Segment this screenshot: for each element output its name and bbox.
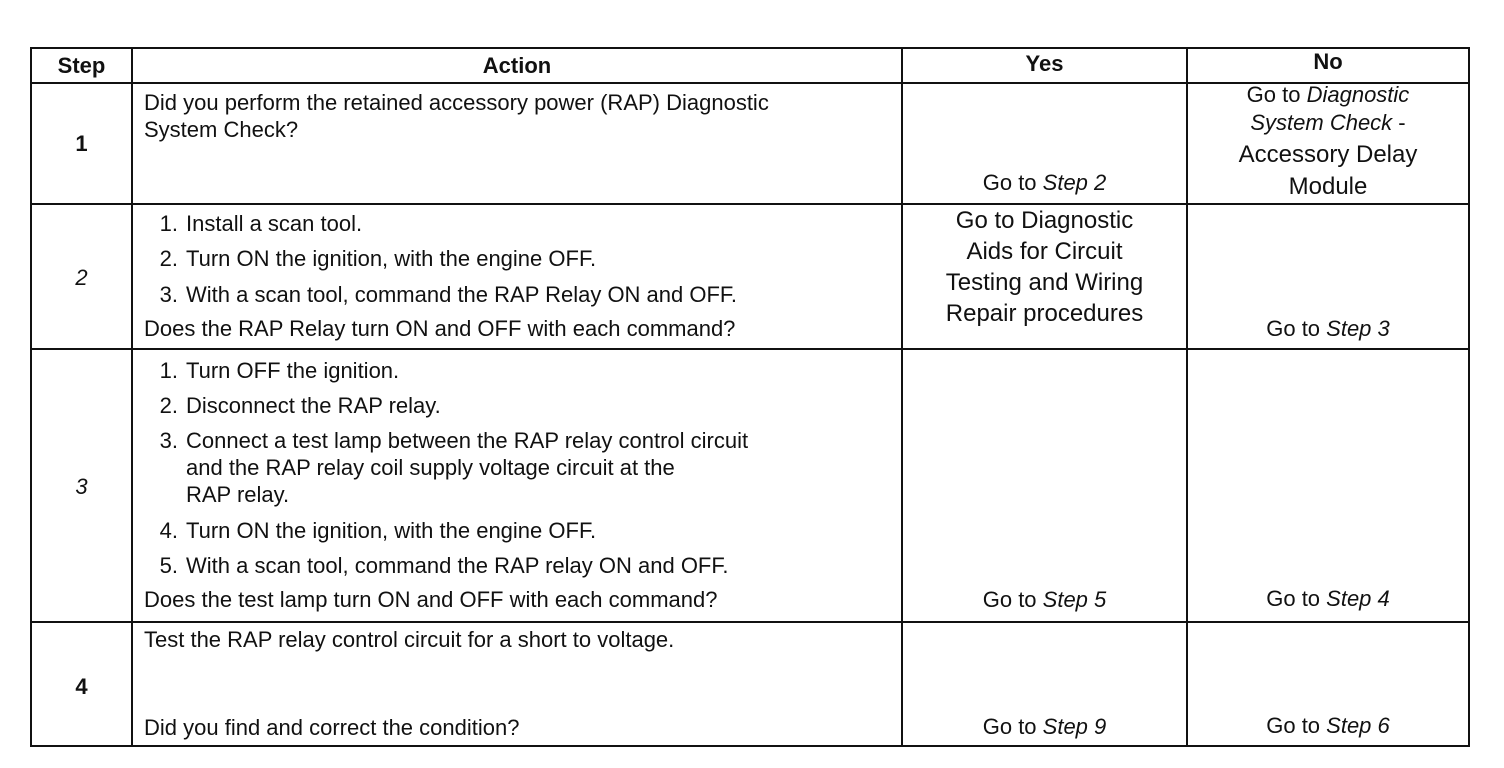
item-number: 5. xyxy=(159,553,178,578)
list-item xyxy=(144,281,737,308)
step-number: 3 xyxy=(75,474,88,499)
row-divider xyxy=(30,621,1470,623)
diagnostic-table xyxy=(30,47,1470,747)
yes-cell xyxy=(903,170,1186,196)
item-number: 2. xyxy=(159,246,178,271)
item-text: Turn ON the ignition, with the engine OFF. xyxy=(186,246,597,271)
yes-cell-line: Repair procedures xyxy=(945,300,1144,327)
question-text: Does the test lamp turn ON and OFF with each command? xyxy=(144,587,718,612)
action-text: Did you perform the retained accessory power (RAP) Diagnostic xyxy=(144,90,769,115)
header-action: Action xyxy=(482,53,552,78)
yes-cell-line: Aids for Circuit xyxy=(966,238,1123,265)
header-yes: Yes xyxy=(1025,51,1064,76)
item-text: Turn ON the ignition, with the engine OFF. xyxy=(186,518,597,543)
item-text: Connect a test lamp between the RAP relay control circuit xyxy=(186,428,749,453)
no-cell-line1 xyxy=(1188,82,1468,108)
no-prefix: Go to xyxy=(1246,82,1307,107)
item-text: Turn OFF the ignition. xyxy=(186,358,400,383)
list-item xyxy=(144,210,362,237)
item-number: 3. xyxy=(159,282,178,307)
no-cell-line4: Module xyxy=(1288,173,1368,200)
item-number: 2. xyxy=(159,393,178,418)
item-text: Install a scan tool. xyxy=(186,211,363,236)
item-number: 1. xyxy=(159,358,178,383)
table-border-bottom xyxy=(30,745,1470,747)
yes-step-ref: Step 5 xyxy=(1042,587,1107,612)
no-prefix: Go to xyxy=(1266,713,1327,738)
item-text: and the RAP relay coil supply voltage circuit at the xyxy=(186,455,675,480)
list-item-cont xyxy=(144,481,289,508)
yes-cell-line: Go to Diagnostic xyxy=(955,207,1134,234)
list-item xyxy=(144,357,399,384)
item-text: With a scan tool, command the RAP Relay ON and OFF. xyxy=(186,282,738,307)
no-cell xyxy=(1188,713,1468,739)
item-number: 3. xyxy=(159,428,178,453)
header-no: No xyxy=(1313,49,1343,74)
item-number: 4. xyxy=(159,518,178,543)
no-prefix: Go to xyxy=(1266,586,1327,611)
item-text: RAP relay. xyxy=(186,482,290,507)
yes-cell-line: Testing and Wiring xyxy=(945,269,1144,296)
yes-prefix: Go to xyxy=(982,714,1043,739)
no-cell xyxy=(1188,316,1468,342)
row-divider xyxy=(30,203,1470,205)
no-step-ref: Step 4 xyxy=(1326,586,1390,611)
list-item-cont xyxy=(144,454,675,481)
no-step-ref: Step 6 xyxy=(1326,713,1390,738)
question-text: Does the RAP Relay turn ON and OFF with each command? xyxy=(144,316,736,341)
yes-step-ref: Step 2 xyxy=(1042,170,1107,195)
no-cell xyxy=(1188,586,1468,612)
yes-cell xyxy=(903,587,1186,613)
no-cell-line2 xyxy=(1188,110,1468,136)
table-border-right xyxy=(1468,47,1470,747)
no-step-ref: Step 3 xyxy=(1326,316,1390,341)
list-item xyxy=(144,552,728,579)
action-text: Test the RAP relay control circuit for a short to voltage. xyxy=(144,627,675,652)
step-number: 4 xyxy=(75,674,88,699)
item-text: With a scan tool, command the RAP relay ON and OFF. xyxy=(186,553,729,578)
row-divider xyxy=(30,348,1470,350)
list-item xyxy=(144,392,441,419)
question-text: Did you find and correct the condition? xyxy=(144,715,520,740)
item-number: 1. xyxy=(159,211,178,236)
no-ref-italic: System Check xyxy=(1250,110,1393,135)
yes-cell xyxy=(903,714,1186,740)
yes-prefix: Go to xyxy=(982,587,1043,612)
no-prefix: Go to xyxy=(1266,316,1327,341)
column-divider xyxy=(131,47,133,747)
action-text-cont: System Check? xyxy=(144,117,299,142)
yes-prefix: Go to xyxy=(982,170,1043,195)
list-item xyxy=(144,245,596,272)
no-ref-italic: Diagnostic xyxy=(1306,82,1410,107)
no-suffix: - xyxy=(1392,110,1406,135)
step-number: 2 xyxy=(75,265,88,290)
step-number: 1 xyxy=(75,131,88,156)
column-divider xyxy=(901,47,903,747)
list-item xyxy=(144,427,748,454)
item-text: Disconnect the RAP relay. xyxy=(186,393,441,418)
no-cell-line3: Accessory Delay xyxy=(1238,141,1418,168)
list-item xyxy=(144,517,596,544)
header-step: Step xyxy=(57,53,106,78)
yes-step-ref: Step 9 xyxy=(1042,714,1107,739)
